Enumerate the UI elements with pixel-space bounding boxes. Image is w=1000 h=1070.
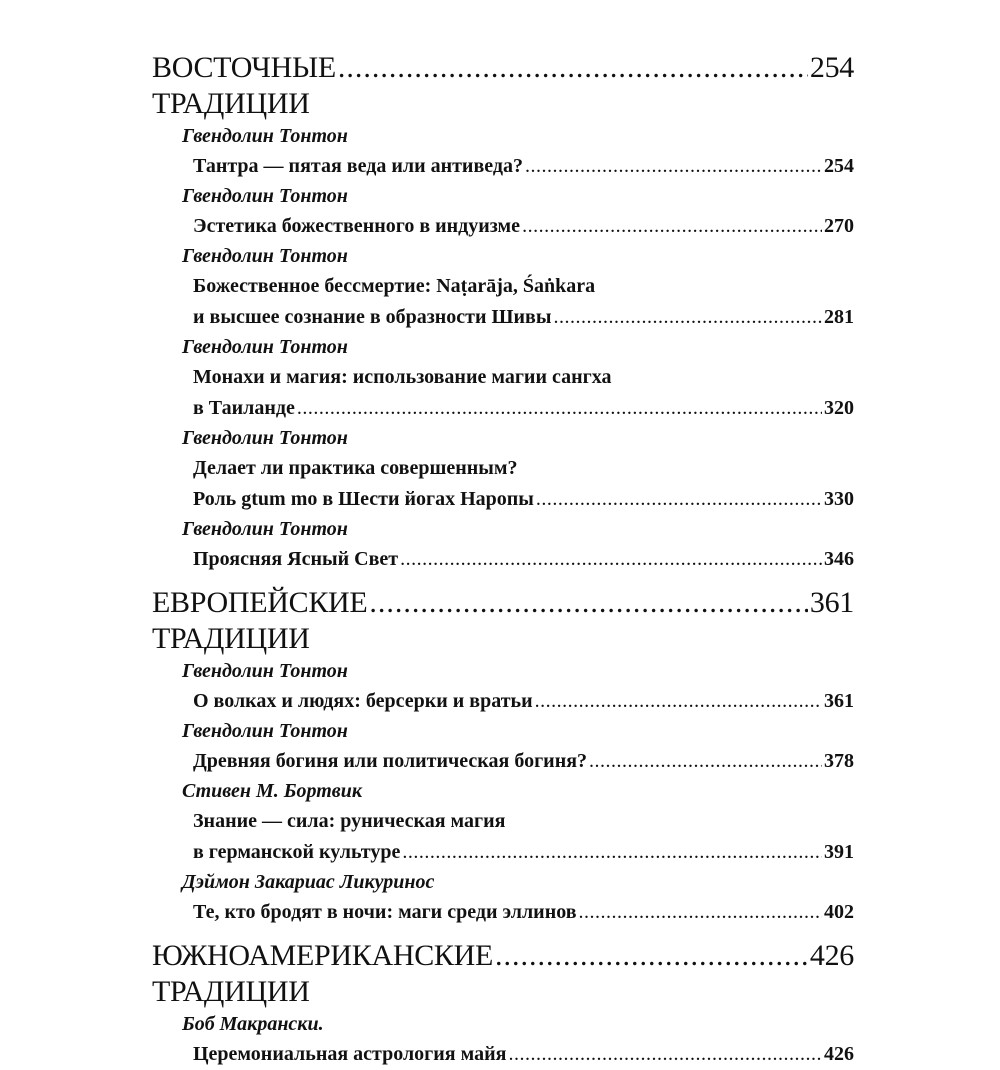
entry-title-line: [193, 151, 854, 182]
toc-entry: [152, 1010, 854, 1070]
entry-title-text: Церемониальная астрология майя: [193, 1043, 507, 1065]
entry-title-text: в германской культуре: [193, 841, 401, 863]
entry-author: Боб Макрански.: [182, 1013, 324, 1035]
entry-title-line: [193, 484, 854, 515]
dot-leader: [495, 938, 808, 974]
entry-title-text: в Таиланде: [193, 397, 295, 419]
entry-title-line: [193, 544, 854, 575]
entry-title-line: [193, 211, 854, 242]
toc-entry: [152, 242, 854, 333]
entry-author: Гвендолин Тонтон: [182, 245, 348, 267]
dot-leader: [400, 544, 822, 575]
entry-author: Гвендолин Тонтон: [182, 660, 348, 682]
entry-title-line: Делает ли практика совершенным?: [193, 457, 518, 479]
entry-title-text: Роль gtum mo в Шести йогах Наропы: [193, 488, 534, 510]
entry-title-line: [193, 686, 854, 717]
entry-page-number: 346: [824, 548, 854, 570]
toc-entry: [152, 333, 854, 424]
dot-leader: [297, 393, 822, 424]
toc-entry: [152, 657, 854, 717]
toc-entry: [152, 182, 854, 242]
dot-leader: [525, 151, 822, 182]
dot-leader: [338, 50, 808, 86]
dot-leader: [589, 746, 822, 777]
toc-entry: [152, 777, 854, 868]
section-title: ВОСТОЧНЫЕ ТРАДИЦИИ: [152, 51, 336, 120]
entry-author: Гвендолин Тонтон: [182, 518, 348, 540]
toc-entry: [152, 515, 854, 575]
toc-entry: [152, 122, 854, 182]
entry-page-number: 254: [824, 155, 854, 177]
section-heading: [152, 50, 854, 122]
dot-leader: [579, 897, 822, 928]
dot-leader: [553, 302, 822, 333]
entry-title-text: Те, кто бродят в ночи: маги среди эллинов: [193, 901, 577, 923]
entry-title-line: Знание — сила: руническая магия: [193, 810, 506, 832]
toc-entry: [152, 424, 854, 515]
section-page-number: 361: [809, 586, 854, 619]
entry-author: Стивен М. Бортвик: [182, 780, 362, 802]
entry-page-number: 378: [824, 750, 854, 772]
entry-title-line: [193, 897, 854, 928]
dot-leader: [508, 1039, 822, 1070]
entry-title-text: и высшее сознание в образности Шивы: [193, 306, 552, 328]
dot-leader: [535, 686, 822, 717]
section-heading: [152, 585, 854, 657]
entry-title-text: О волках и людях: берсерки и вратьи: [193, 690, 533, 712]
entry-page-number: 281: [824, 306, 854, 328]
entry-title-line: [193, 837, 854, 868]
dot-leader: [536, 484, 822, 515]
dot-leader: [522, 211, 822, 242]
entry-title-line: [193, 393, 854, 424]
entry-title-text: Древняя богиня или политическая богиня?: [193, 750, 588, 772]
entry-author: Гвендолин Тонтон: [182, 125, 348, 147]
entry-title-text: Проясняя Ясный Свет: [193, 548, 399, 570]
dot-leader: [402, 837, 822, 868]
entry-page-number: 361: [824, 690, 854, 712]
entry-page-number: 330: [824, 488, 854, 510]
entry-page-number: 270: [824, 215, 854, 237]
entry-page-number: 426: [824, 1043, 854, 1065]
entry-author: Гвендолин Тонтон: [182, 720, 348, 742]
entry-page-number: 391: [824, 841, 854, 863]
entry-title-line: [193, 746, 854, 777]
section-page-number: 254: [809, 51, 854, 84]
toc-entry: [152, 717, 854, 777]
entry-author: Гвендолин Тонтон: [182, 336, 348, 358]
entry-author: Гвендолин Тонтон: [182, 427, 348, 449]
entry-title-line: [193, 302, 854, 333]
section-title: ЕВРОПЕЙСКИЕ ТРАДИЦИИ: [152, 586, 368, 655]
entry-title-line: Божественное бессмертие: Naṭarāja, Śaṅkara: [193, 275, 596, 297]
dot-leader: [369, 585, 807, 621]
section-page-number: 426: [809, 939, 854, 972]
toc-entry: [152, 868, 854, 928]
entry-title-text: Тантра — пятая веда или антиведа?: [193, 155, 523, 177]
section-heading: [152, 938, 854, 1010]
entry-author: Дэймон Закариас Ликуринос: [182, 871, 435, 893]
entry-page-number: 320: [824, 397, 854, 419]
entry-title-line: [193, 1039, 854, 1070]
section-title: ЮЖНОАМЕРИКАНСКИЕ ТРАДИЦИИ: [152, 939, 494, 1008]
entry-title-line: Монахи и магия: использование магии сангха: [193, 366, 612, 388]
table-of-contents: [152, 50, 854, 1070]
entry-author: Гвендолин Тонтон: [182, 185, 348, 207]
entry-page-number: 402: [824, 901, 854, 923]
entry-title-text: Эстетика божественного в индуизме: [193, 215, 521, 237]
